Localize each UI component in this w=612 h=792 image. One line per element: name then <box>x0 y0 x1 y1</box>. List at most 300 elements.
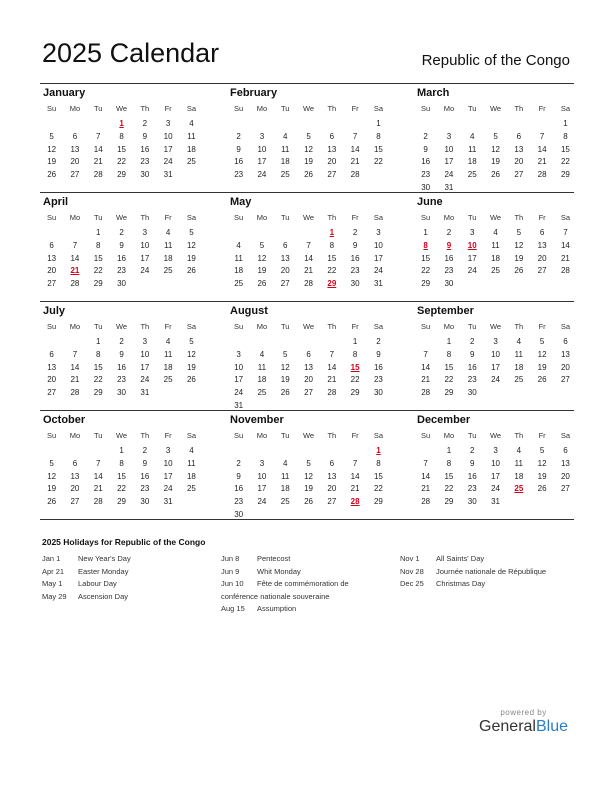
weekday-label: Tu <box>94 322 103 331</box>
holiday-date: Dec 25 <box>400 579 424 588</box>
day-cell: 28 <box>560 266 570 276</box>
week-row <box>227 156 390 169</box>
day-cell: 9 <box>470 458 475 468</box>
day-cell: 23 <box>467 375 477 385</box>
empty-day-cell <box>63 118 86 131</box>
week-row <box>414 265 577 278</box>
day-cell: 22 <box>373 484 383 494</box>
week-row <box>227 374 390 387</box>
day-cell: 28 <box>93 170 103 180</box>
day-cell: 9 <box>236 471 241 481</box>
day-cell: 4 <box>236 240 241 250</box>
holiday-date: Jun 10 <box>221 579 244 588</box>
day-cell: 29 <box>560 170 570 180</box>
day-cell: 26 <box>514 266 524 276</box>
day-cell: 17 <box>467 253 477 263</box>
week-row <box>414 169 577 182</box>
day-cell: 16 <box>117 362 126 372</box>
day-cell: 20 <box>70 484 80 494</box>
day-cell: 11 <box>234 253 243 263</box>
day-cell: 15 <box>421 253 431 263</box>
day-cell: 8 <box>96 349 101 359</box>
day-cell: 9 <box>376 349 381 359</box>
week-row <box>414 496 577 509</box>
day-cell: 11 <box>257 362 267 372</box>
weekday-label: Th <box>327 104 337 113</box>
day-cell: 29 <box>350 388 360 398</box>
day-cell: 23 <box>140 157 150 167</box>
month-name: June <box>417 196 443 208</box>
holiday-day-cell: 1 <box>119 119 124 128</box>
weekday-label: We <box>302 431 315 440</box>
holiday-entry <box>42 591 218 604</box>
week-row <box>227 483 390 496</box>
empty-day-cell <box>87 445 110 458</box>
day-cell: 16 <box>373 362 383 372</box>
day-cell: 11 <box>163 349 173 359</box>
day-cell: 15 <box>444 471 454 481</box>
week-row <box>414 349 577 362</box>
day-cell: 20 <box>560 362 570 372</box>
weekday-header <box>40 213 203 222</box>
holiday-date: Jun 8 <box>221 554 240 563</box>
day-cell: 29 <box>117 497 126 507</box>
weekday-label: Su <box>47 431 57 440</box>
weekday-label: Fr <box>538 104 546 113</box>
week-row <box>227 362 390 375</box>
empty-day-cell <box>180 496 203 509</box>
day-cell: 18 <box>280 157 290 167</box>
day-cell: 27 <box>304 388 313 398</box>
day-cell: 7 <box>72 240 78 250</box>
week-row <box>40 253 203 266</box>
day-cell: 31 <box>491 497 500 507</box>
holiday-name: Fête de commémoration de <box>257 579 349 588</box>
empty-day-cell <box>250 509 273 522</box>
holiday-date: May 1 <box>42 579 63 588</box>
holiday-entry <box>221 578 397 591</box>
day-cell: 13 <box>560 349 570 359</box>
day-cell: 4 <box>165 337 171 346</box>
weekday-label: Mo <box>256 213 268 222</box>
month-name: May <box>230 196 252 208</box>
week-row <box>40 483 203 496</box>
weekday-label: Sa <box>373 322 384 331</box>
weekday-label: We <box>115 213 128 222</box>
day-cell: 18 <box>163 253 173 263</box>
holiday-entry <box>221 553 397 566</box>
day-cell: 29 <box>421 279 431 289</box>
day-cell: 5 <box>539 337 545 346</box>
weekday-label: Tu <box>468 431 477 440</box>
day-cell: 17 <box>491 362 500 372</box>
day-cell: 8 <box>119 458 124 468</box>
empty-day-cell <box>530 278 553 291</box>
weekday-label: Tu <box>468 104 477 113</box>
day-cell: 14 <box>421 362 431 372</box>
weekday-label: Fr <box>538 322 546 331</box>
day-cell: 24 <box>257 170 267 180</box>
weekday-header <box>40 431 203 440</box>
day-cell: 16 <box>140 471 150 481</box>
week-row <box>40 471 203 484</box>
day-cell: 24 <box>140 375 150 385</box>
weekday-label: Mo <box>443 431 455 440</box>
month-name: April <box>43 196 69 208</box>
day-cell: 12 <box>304 471 313 481</box>
day-cell: 21 <box>537 157 547 167</box>
day-cell: 24 <box>163 484 173 494</box>
day-cell: 5 <box>539 446 545 455</box>
day-cell: 8 <box>446 458 452 468</box>
day-cell: 7 <box>352 458 358 468</box>
day-cell: 12 <box>491 144 500 154</box>
holiday-day-cell: 1 <box>376 446 381 455</box>
day-cell: 15 <box>373 144 383 154</box>
day-cell: 22 <box>560 157 570 167</box>
month-block <box>40 193 227 301</box>
day-cell: 15 <box>560 144 570 154</box>
day-cell: 6 <box>72 458 78 468</box>
month-block <box>414 411 574 519</box>
day-cell: 19 <box>186 362 196 372</box>
empty-day-cell <box>507 496 530 509</box>
empty-day-cell <box>461 278 484 291</box>
day-cell: 27 <box>537 266 547 276</box>
day-cell: 23 <box>234 170 244 180</box>
quarter-row <box>40 84 574 193</box>
day-cell: 19 <box>514 253 524 263</box>
week-row <box>414 362 577 375</box>
empty-day-cell <box>320 118 343 131</box>
day-cell: 25 <box>280 497 290 507</box>
empty-day-cell <box>507 118 530 131</box>
week-row <box>227 496 390 509</box>
day-cell: 3 <box>142 337 148 346</box>
day-cell: 7 <box>352 131 358 141</box>
day-cell: 2 <box>423 131 428 141</box>
day-cell: 5 <box>49 458 54 468</box>
day-cell: 30 <box>444 279 454 289</box>
holiday-name: Labour Day <box>78 579 117 588</box>
holiday-day-cell: 10 <box>467 240 477 250</box>
day-cell: 5 <box>259 240 265 250</box>
weekday-label: Fr <box>164 322 172 331</box>
day-cell: 7 <box>423 349 428 359</box>
day-cell: 1 <box>423 228 428 237</box>
weekday-label: Fr <box>538 431 546 440</box>
day-cell: 24 <box>491 375 500 385</box>
day-cell: 11 <box>163 240 173 250</box>
day-cell: 24 <box>163 157 173 167</box>
month-block <box>40 411 227 519</box>
day-cell: 7 <box>539 131 545 141</box>
day-cell: 19 <box>186 253 196 263</box>
weekday-label: Tu <box>94 431 103 440</box>
day-cell: 22 <box>373 157 383 167</box>
weekday-header <box>40 104 203 113</box>
weekday-label: Sa <box>373 213 384 222</box>
day-cell: 25 <box>163 266 173 276</box>
day-cell: 28 <box>70 279 80 289</box>
holiday-date: Apr 21 <box>42 566 65 576</box>
empty-day-cell <box>367 169 390 182</box>
week-row <box>40 374 203 387</box>
day-cell: 26 <box>537 484 547 494</box>
day-cell: 2 <box>236 458 241 468</box>
day-cell: 4 <box>283 131 288 141</box>
holiday-name: Christmas Day <box>436 579 486 588</box>
weekday-label: Mo <box>256 322 268 331</box>
day-cell: 25 <box>467 170 477 180</box>
day-cell: 23 <box>117 375 126 385</box>
empty-day-cell <box>227 445 250 458</box>
day-cell: 14 <box>350 471 360 481</box>
day-cell: 25 <box>514 375 524 385</box>
holiday-day-cell: 21 <box>70 266 80 276</box>
day-cell: 3 <box>259 131 265 141</box>
day-cell: 4 <box>493 228 498 237</box>
day-cell: 21 <box>93 484 103 494</box>
day-cell: 26 <box>304 170 313 180</box>
week-row <box>227 458 390 471</box>
empty-day-cell <box>250 336 273 349</box>
weekday-label: Th <box>327 431 337 440</box>
empty-day-cell <box>156 278 179 291</box>
day-cell: 6 <box>563 446 568 455</box>
week-row <box>227 445 390 458</box>
day-cell: 23 <box>234 497 244 507</box>
day-cell: 30 <box>117 388 126 398</box>
day-cell: 30 <box>350 279 360 289</box>
day-cell: 20 <box>47 375 57 385</box>
week-row <box>414 387 577 400</box>
day-cell: 19 <box>47 157 57 167</box>
day-cell: 5 <box>49 131 54 141</box>
day-cell: 2 <box>352 228 358 237</box>
day-cell: 11 <box>281 144 290 154</box>
day-cell: 19 <box>280 375 290 385</box>
week-row <box>227 253 390 266</box>
day-cell: 14 <box>327 362 337 372</box>
holiday-date: Nov 28 <box>400 566 424 576</box>
weekday-header <box>414 431 577 440</box>
day-cell: 27 <box>560 484 570 494</box>
weekday-header <box>414 213 577 222</box>
empty-day-cell <box>180 278 203 291</box>
day-cell: 13 <box>327 144 337 154</box>
day-cell: 2 <box>142 119 148 128</box>
day-cell: 17 <box>140 253 150 263</box>
day-cell: 21 <box>421 375 431 385</box>
day-cell: 9 <box>142 458 148 468</box>
weekday-label: Su <box>234 104 244 113</box>
holiday-name: Easter Monday <box>78 566 129 576</box>
weekday-label: Su <box>47 213 57 222</box>
month-name: December <box>417 414 471 426</box>
day-cell: 8 <box>329 240 335 250</box>
empty-day-cell <box>297 336 320 349</box>
day-cell: 18 <box>257 375 267 385</box>
day-cell: 22 <box>117 157 126 167</box>
week-row <box>40 131 203 144</box>
weekday-label: Sa <box>186 431 197 440</box>
day-cell: 7 <box>96 131 101 141</box>
day-cell: 17 <box>163 144 173 154</box>
week-row <box>40 169 203 182</box>
weekday-label: Tu <box>94 213 103 222</box>
day-cell: 8 <box>563 131 568 141</box>
day-cell: 12 <box>257 253 267 263</box>
day-cell: 6 <box>306 349 311 359</box>
week-row <box>40 445 203 458</box>
day-cell: 11 <box>187 458 196 468</box>
holiday-name: Assumption <box>257 604 297 613</box>
day-cell: 18 <box>280 484 290 494</box>
day-cell: 2 <box>470 337 475 346</box>
day-cell: 21 <box>93 157 103 167</box>
week-row <box>40 144 203 157</box>
week-row <box>227 118 390 131</box>
holiday-day-cell: 1 <box>329 228 335 237</box>
month-name: September <box>417 305 474 317</box>
weekday-label: Th <box>140 431 150 440</box>
weekday-label: Su <box>234 322 244 331</box>
day-cell: 3 <box>493 446 498 455</box>
day-cell: 10 <box>163 458 173 468</box>
week-row <box>227 336 390 349</box>
day-cell: 28 <box>350 170 360 180</box>
day-cell: 21 <box>304 266 313 276</box>
week-row <box>40 156 203 169</box>
week-row <box>227 227 390 240</box>
weekday-header <box>227 322 390 331</box>
weekday-label: Th <box>514 431 524 440</box>
day-cell: 14 <box>560 240 570 250</box>
day-cell: 29 <box>444 497 454 507</box>
holiday-name: New Year's Day <box>78 554 131 563</box>
day-cell: 13 <box>514 144 524 154</box>
week-row <box>414 458 577 471</box>
weekday-label: Fr <box>351 431 359 440</box>
day-cell: 28 <box>327 388 337 398</box>
day-cell: 10 <box>257 144 267 154</box>
day-cell: 4 <box>470 131 475 141</box>
weekday-label: Th <box>514 322 524 331</box>
day-cell: 11 <box>514 458 523 468</box>
weekday-label: Tu <box>468 322 477 331</box>
day-cell: 16 <box>234 484 244 494</box>
empty-day-cell <box>461 118 484 131</box>
weekday-label: Fr <box>164 104 172 113</box>
day-cell: 28 <box>304 279 313 289</box>
weekday-label: Th <box>327 213 337 222</box>
week-row <box>227 240 390 253</box>
weekday-label: Sa <box>560 213 571 222</box>
weekday-label: Th <box>327 322 337 331</box>
powered-by-text: powered by <box>500 708 547 717</box>
day-cell: 18 <box>514 362 524 372</box>
day-cell: 20 <box>537 253 547 263</box>
month-name: August <box>230 305 268 317</box>
day-cell: 19 <box>47 484 57 494</box>
day-cell: 16 <box>421 157 431 167</box>
weekday-label: Sa <box>373 104 384 113</box>
day-cell: 12 <box>186 240 196 250</box>
day-cell: 5 <box>283 349 288 359</box>
empty-day-cell <box>297 118 320 131</box>
quarter-row <box>40 411 574 520</box>
empty-day-cell <box>180 387 203 400</box>
month-name: March <box>417 87 450 99</box>
day-cell: 19 <box>304 484 313 494</box>
holiday-day-cell: 29 <box>327 279 337 289</box>
month-name: November <box>230 414 284 426</box>
empty-day-cell <box>274 336 297 349</box>
day-cell: 20 <box>47 266 57 276</box>
day-cell: 3 <box>376 228 381 237</box>
day-cell: 16 <box>467 471 477 481</box>
week-row <box>227 169 390 182</box>
holiday-entry <box>221 603 397 616</box>
day-cell: 23 <box>421 170 431 180</box>
month-block <box>40 302 227 410</box>
weekday-label: We <box>115 431 128 440</box>
day-cell: 20 <box>327 157 337 167</box>
holiday-name: conférence nationale souveraine <box>221 591 330 601</box>
day-cell: 30 <box>373 388 383 398</box>
day-cell: 17 <box>257 484 267 494</box>
calendar-grid <box>40 84 574 520</box>
weekday-label: Su <box>421 322 431 331</box>
day-cell: 7 <box>423 458 428 468</box>
day-cell: 1 <box>96 228 101 237</box>
day-cell: 5 <box>516 228 522 237</box>
day-cell: 9 <box>423 144 428 154</box>
empty-day-cell <box>554 387 577 400</box>
empty-day-cell <box>40 445 63 458</box>
day-cell: 14 <box>350 144 360 154</box>
weekday-label: Tu <box>281 213 290 222</box>
day-cell: 3 <box>493 337 498 346</box>
empty-day-cell <box>227 227 250 240</box>
weekday-label: We <box>489 213 502 222</box>
weekday-label: Th <box>140 322 150 331</box>
empty-day-cell <box>274 227 297 240</box>
week-row <box>40 265 203 278</box>
month-block <box>227 193 414 301</box>
month-block <box>227 84 414 192</box>
week-row <box>414 278 577 291</box>
empty-day-cell <box>530 118 553 131</box>
weekday-label: Sa <box>186 213 197 222</box>
day-cell: 21 <box>70 375 80 385</box>
day-cell: 24 <box>373 266 383 276</box>
empty-day-cell <box>484 278 507 291</box>
week-row <box>227 144 390 157</box>
weekday-label: Mo <box>443 322 455 331</box>
empty-day-cell <box>297 509 320 522</box>
week-row <box>414 374 577 387</box>
weekday-label: Su <box>421 431 431 440</box>
day-cell: 21 <box>350 484 360 494</box>
day-cell: 23 <box>350 266 360 276</box>
day-cell: 18 <box>186 144 196 154</box>
day-cell: 13 <box>327 471 337 481</box>
weekday-label: Mo <box>69 431 81 440</box>
day-cell: 26 <box>186 375 196 385</box>
day-cell: 7 <box>329 349 335 359</box>
